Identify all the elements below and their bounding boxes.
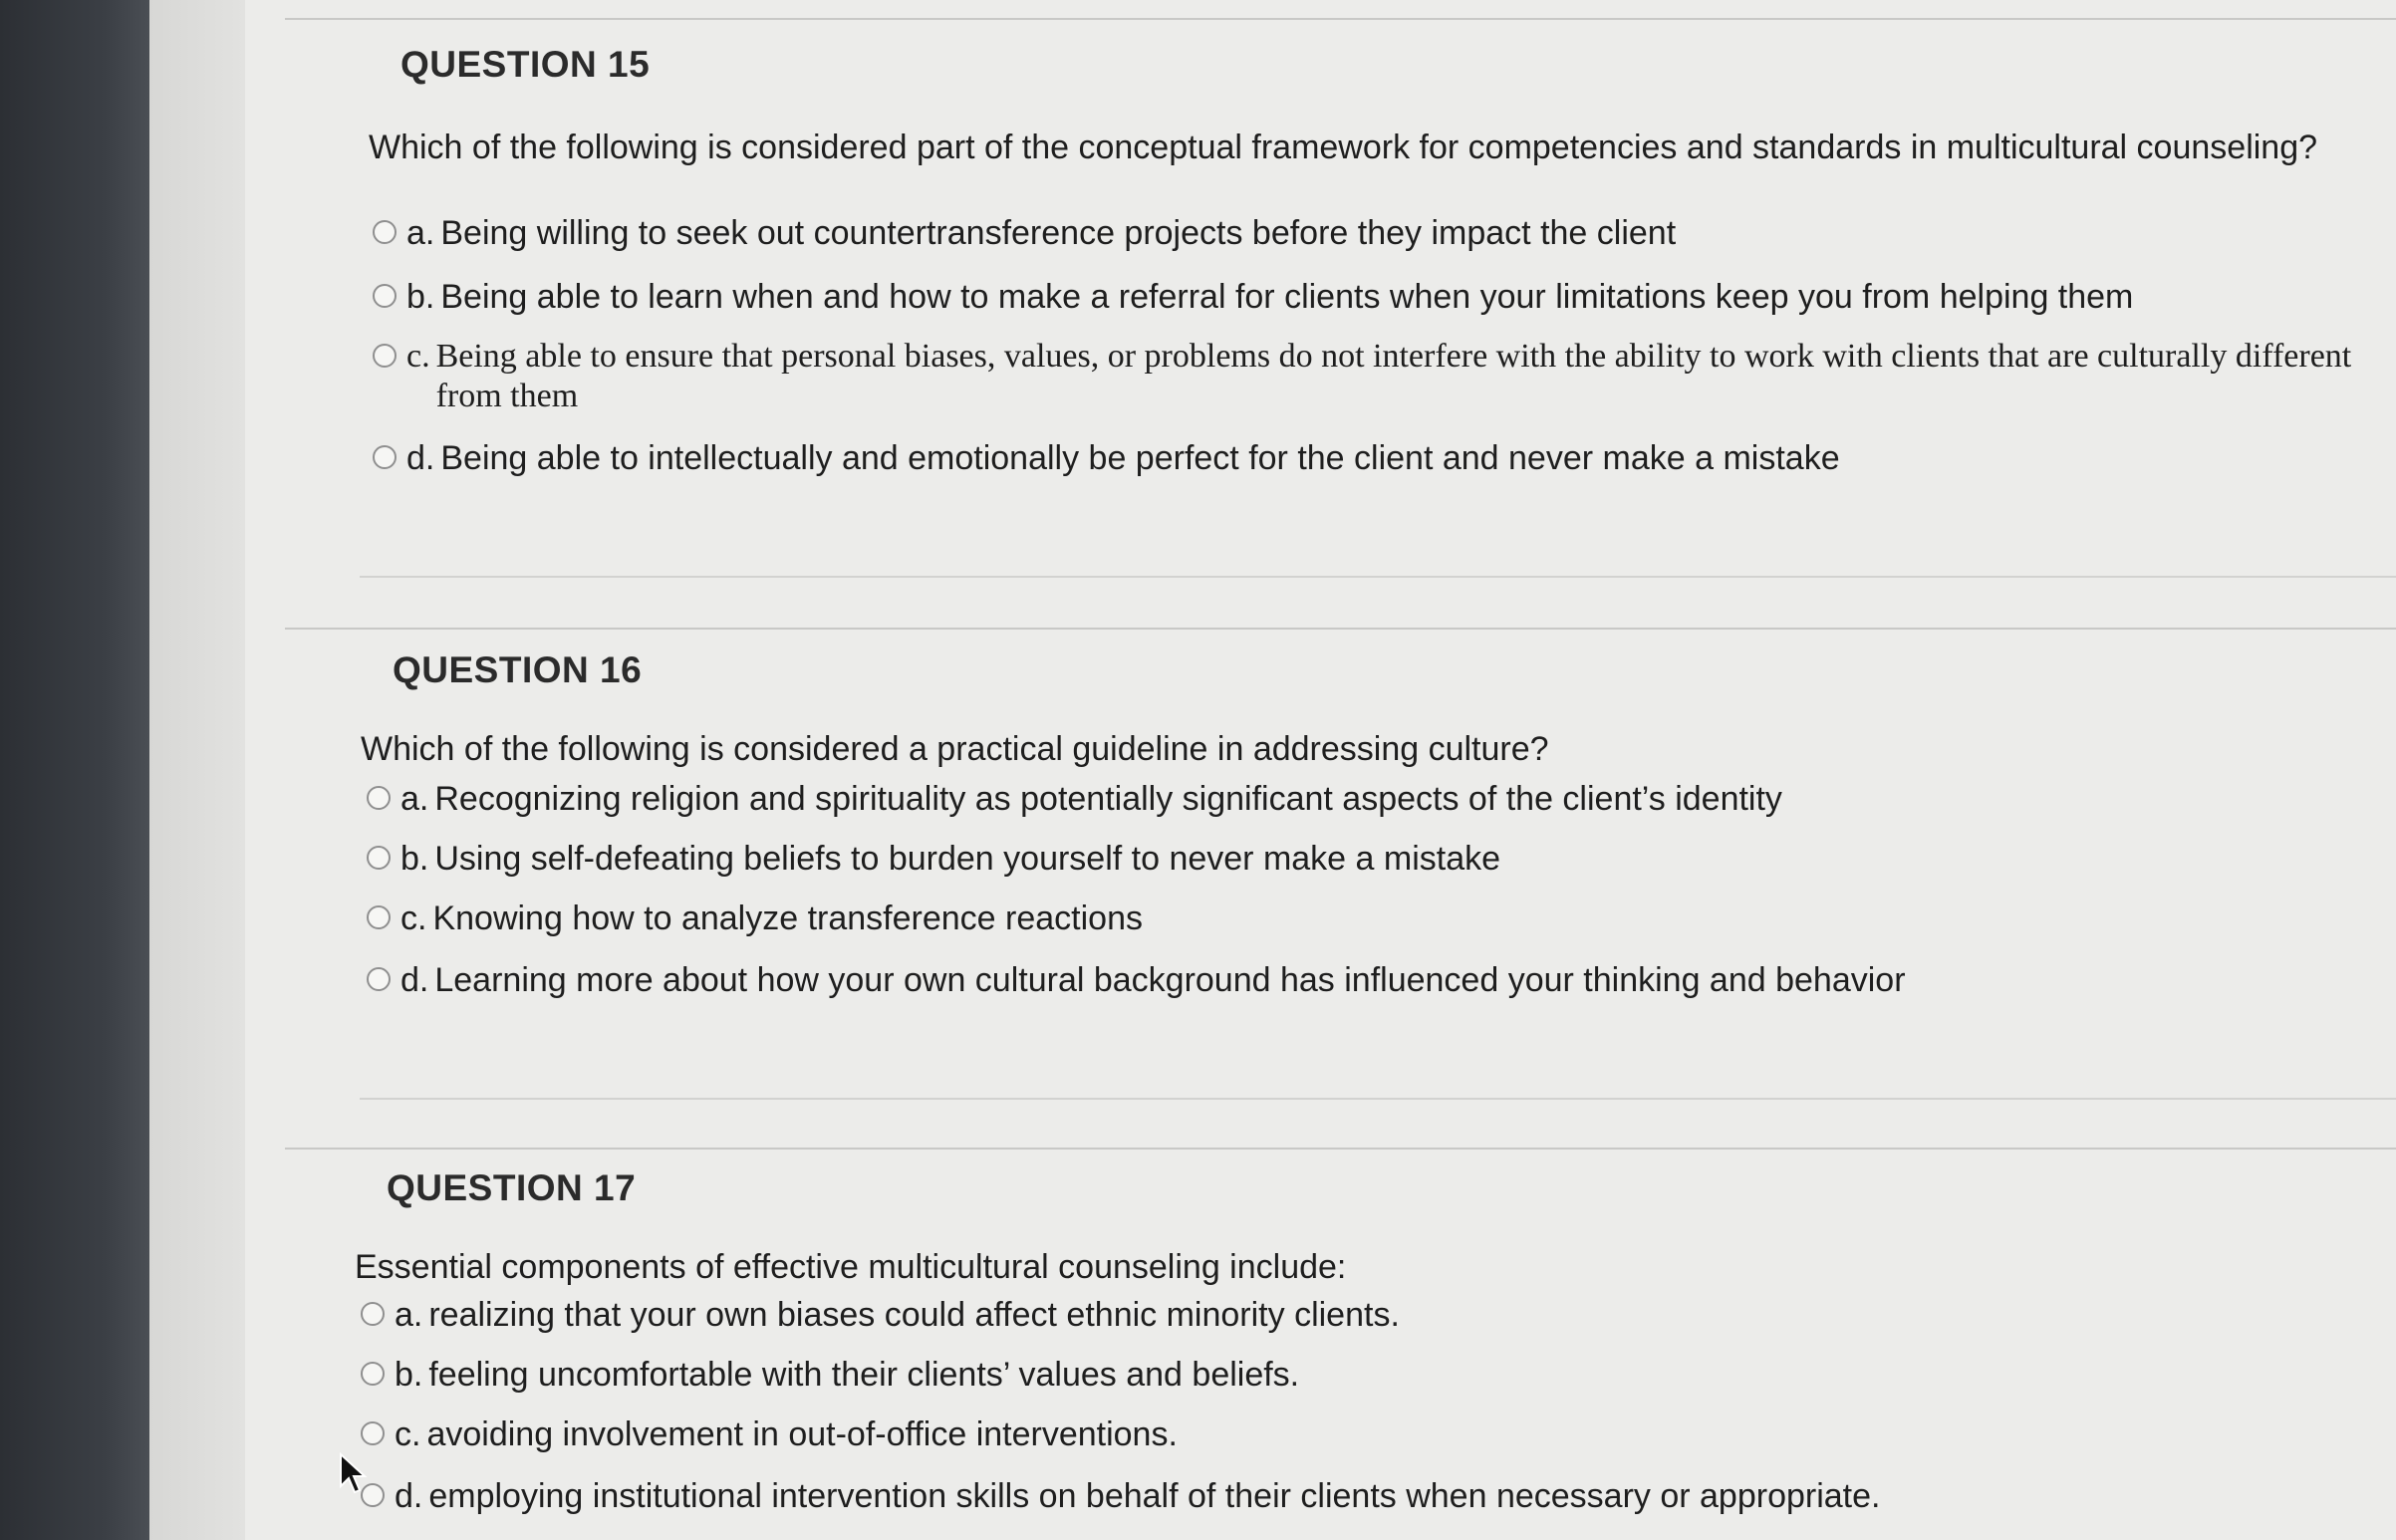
option-label: Being willing to seek out countertransference projects before they impact the client (440, 214, 1677, 252)
option-15-d[interactable] (373, 438, 2375, 478)
option-16-c[interactable] (367, 898, 2369, 938)
question-title: QUESTION 15 (400, 44, 651, 85)
option-label: Being able to ensure that personal biases, values, or problems do not interfere with the ability to work with clients that are culturally different from them (435, 338, 2352, 414)
radio-button[interactable] (361, 1362, 385, 1386)
option-letter: c. (400, 899, 427, 937)
option-letter: b. (400, 840, 429, 878)
monitor-bezel (0, 0, 149, 1540)
mouse-cursor-icon (339, 1452, 369, 1496)
option-letter: b. (395, 1356, 423, 1394)
option-16-d[interactable] (367, 960, 2369, 1000)
option-label: Being able to intellectually and emotionally be perfect for the client and never make a mistake (440, 439, 1840, 477)
question-title: QUESTION 16 (393, 649, 643, 690)
radio-button[interactable] (361, 1421, 385, 1445)
radio-button[interactable] (361, 1302, 385, 1326)
option-letter: a. (395, 1296, 423, 1334)
radio-button[interactable] (367, 786, 391, 810)
radio-button[interactable] (373, 220, 397, 244)
divider (360, 576, 2396, 578)
option-17-a[interactable] (361, 1295, 2363, 1335)
radio-button[interactable] (367, 967, 391, 991)
option-16-b[interactable] (367, 839, 2369, 879)
question-text: Which of the following is considered part of the conceptual framework for competencies and standards in multicultural counseling? (369, 128, 2318, 166)
option-15-a[interactable] (373, 213, 2375, 253)
option-label: employing institutional intervention skills on behalf of their clients when necessary or appropriate. (428, 1477, 1881, 1515)
option-16-a[interactable] (367, 779, 2369, 819)
radio-button[interactable] (367, 846, 391, 870)
question-text: Essential components of effective multicultural counseling include: (355, 1248, 1347, 1286)
option-label: Knowing how to analyze transference reactions (432, 899, 1143, 937)
option-letter: c. (406, 338, 430, 375)
divider (360, 1098, 2396, 1100)
option-17-c[interactable] (361, 1414, 2363, 1454)
option-15-c[interactable] (373, 337, 2355, 416)
option-label: avoiding involvement in out-of-office interventions. (426, 1415, 1178, 1453)
divider (285, 18, 2396, 20)
divider (285, 628, 2396, 630)
option-label: Recognizing religion and spirituality as potentially significant aspects of the client’s identity (434, 780, 1782, 818)
option-letter: b. (406, 278, 435, 316)
option-letter: d. (395, 1477, 423, 1515)
option-label: feeling uncomfortable with their clients’ values and beliefs. (428, 1356, 1300, 1394)
divider (285, 1148, 2396, 1150)
option-letter: c. (395, 1415, 421, 1453)
page-left-margin (149, 0, 245, 1540)
option-letter: d. (406, 439, 435, 477)
option-label: Being able to learn when and how to make a referral for clients when your limitations keep you from helping them (440, 278, 2134, 316)
quiz-content (245, 0, 2396, 1540)
option-17-d[interactable] (361, 1476, 2363, 1516)
option-15-b[interactable] (373, 277, 2375, 317)
option-letter: a. (406, 214, 435, 252)
radio-button[interactable] (373, 284, 397, 308)
option-letter: d. (400, 961, 429, 999)
option-label: Learning more about how your own cultural background has influenced your thinking and behavior (434, 961, 1906, 999)
option-label: Using self-defeating beliefs to burden yourself to never make a mistake (434, 840, 1501, 878)
option-label: realizing that your own biases could affect ethnic minority clients. (428, 1296, 1400, 1334)
question-text: Which of the following is considered a practical guideline in addressing culture? (361, 730, 1549, 768)
radio-button[interactable] (373, 344, 397, 368)
radio-button[interactable] (373, 445, 397, 469)
question-title: QUESTION 17 (387, 1167, 637, 1208)
option-letter: a. (400, 780, 429, 818)
radio-button[interactable] (367, 905, 391, 929)
option-17-b[interactable] (361, 1355, 2363, 1395)
